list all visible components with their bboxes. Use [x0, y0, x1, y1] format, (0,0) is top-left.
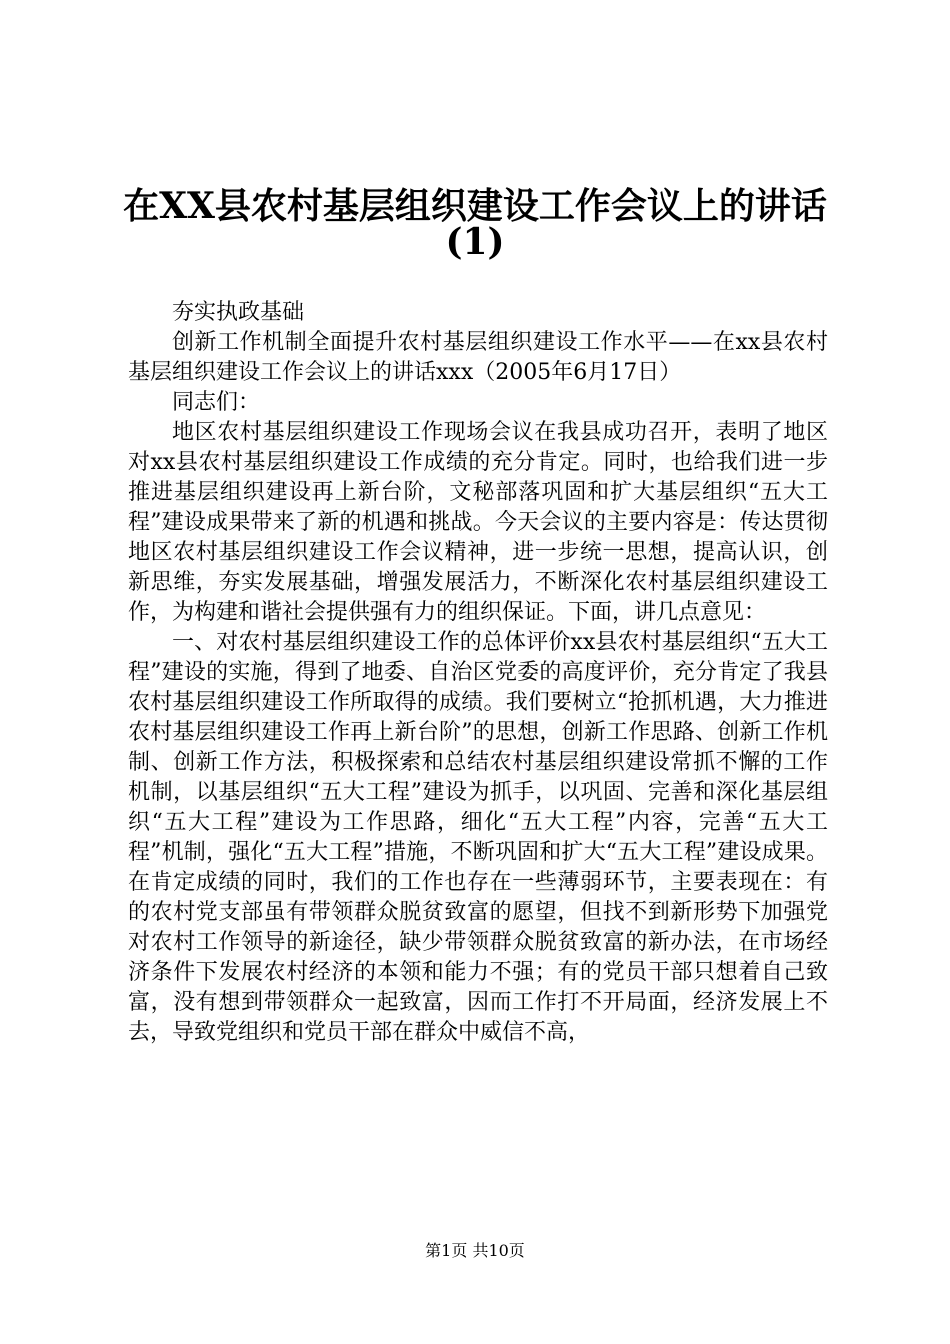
document-body: [128, 298, 828, 1048]
paragraph-salutation: 同志们：: [172, 390, 261, 415]
page-footer: 第1页 共10页: [425, 1241, 525, 1260]
document-title-suffix: (1): [445, 221, 505, 263]
paragraph-section-1: 一、对农村基层组织建设工作的总体评价xx县农村基层组织“五大工程”建设的实施，得到了地委、自治区党委的高度评价，充分肯定了我县农村基层组织建设工作所取得的成绩。我们要树立“抢抓机遇，大力推进农村基层组织建设工作再上新台阶”的思想，创新工作思路、创新工作机制、创新工作方法，积极探索和总结农村基层组织建设常抓不懈的工作机制，以基层组织“五大工程”建设为抓手，以巩固、完善和深化基层组织“五大工程”建设为工作思路，细化“五大工程”内容，完善“五大工程”机制，强化“五大工程”措施，不断巩固和扩大“五大工程”建设成果。在肯定成绩的同时，我们的工作也存在一些薄弱环节，主要表现在：有的农村党支部虽有带领群众脱贫致富的愿望，但找不到新形势下加强党对农村工作领导的新途径，缺少带领群众脱贫致富的新办法，在市场经济条件下发展农村经济的本领和能力不强；有的党员干部只想着自己致富，没有想到带领群众一起致富，因而工作打不开局面，经济发展上不去，导致党组织和党员干部在群众中威信不高，: [128, 630, 828, 1045]
paragraph-intro: 地区农村基层组织建设工作现场会议在我县成功召开，表明了地区对xx县农村基层组织建设工作成绩的充分肯定。同时，也给我们进一步推进基层组织建设再上新台阶，文秘部落巩固和扩大基层组织“五大工程”建设成果带来了新的机遇和挑战。今天会议的主要内容是：传达贯彻地区农村基层组织建设工作会议精神，进一步统一思想，提高认识，创新思维，夯实发展基础，增强发展活力，不断深化农村基层组织建设工作，为构建和谐社会提供强有力的组织保证。下面，讲几点意见：: [128, 420, 828, 625]
document-title: 在XX县农村基层组织建设工作会议上的讲话: [123, 185, 827, 227]
paragraph-heading: 创新工作机制全面提升农村基层组织建设工作水平——在xx县农村基层组织建设工作会议上的讲话xxx（2005年6月17日）: [128, 330, 828, 385]
paragraph-subtitle: 夯实执政基础: [172, 300, 305, 325]
